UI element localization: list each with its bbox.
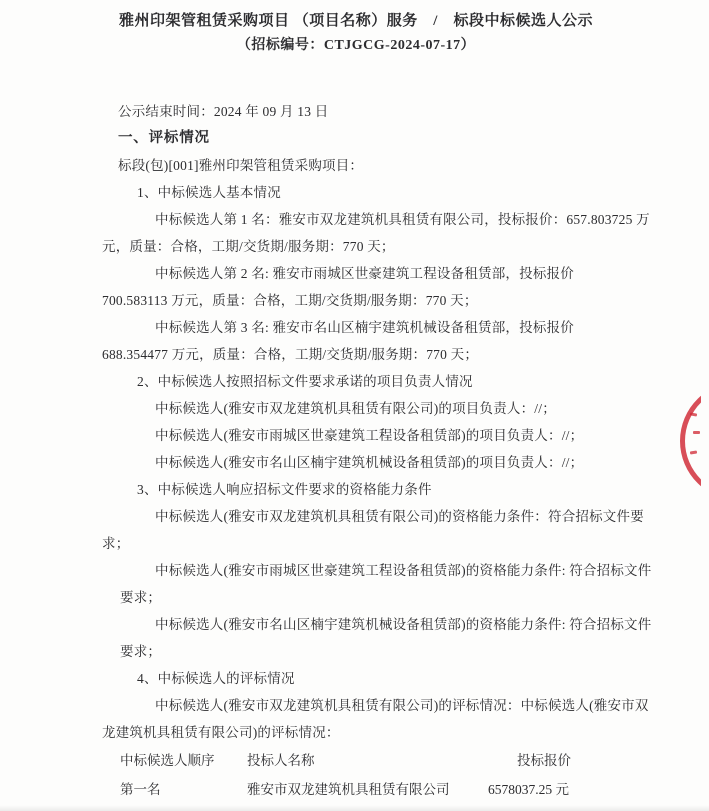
candidate-3-basic-line1: 中标候选人第 3 名: 雅安市名山区楠宇建筑机械设备租赁部，投标报价 <box>155 320 574 335</box>
lot-package-line: 标段(包)[001]雅州印架管租赁采购项目： <box>118 158 364 173</box>
candidate-3-manager-line: 中标候选人(雅安市名山区楠宇建筑机械设备租赁部)的项目负责人：//； <box>155 455 584 470</box>
publicity-end-time: 公示结束时间：2024 年 09 月 13 日 <box>118 104 329 119</box>
candidate-1-manager-line: 中标候选人(雅安市双龙建筑机具租赁有限公司)的项目负责人：//； <box>155 401 556 416</box>
item-1-heading: 1、中标候选人基本情况 <box>137 185 281 200</box>
candidate-2-qualification-line2: 要求； <box>120 590 162 605</box>
evaluation-table <box>100 746 612 804</box>
table-row <box>100 775 612 804</box>
header-candidate-order: 中标候选人顺序 <box>120 753 215 768</box>
candidate-1-basic-line1: 中标候选人第 1 名：雅安市双龙建筑机具租赁有限公司，投标报价：657.803725 万 <box>155 212 650 227</box>
candidate-1-qualification-line1: 中标候选人(雅安市双龙建筑机具租赁有限公司)的资格能力条件：符合招标文件要 <box>155 509 644 524</box>
document-body <box>100 98 652 746</box>
candidate-2-basic-line1: 中标候选人第 2 名: 雅安市雨城区世豪建筑工程设备租赁部，投标报价 <box>155 266 574 281</box>
cell-bid-price: 6578037.25 元 <box>488 782 569 797</box>
header-bid-price: 投标报价 <box>517 753 571 768</box>
seal-text-mark-icon <box>693 431 700 434</box>
document-content <box>100 0 652 804</box>
document-title-line2: （招标编号：CTJGCG-2024-07-17） <box>236 38 476 53</box>
evaluation-intro-line2: 龙建筑机具租赁有限公司)的评标情况： <box>102 725 340 740</box>
candidate-1-qualification-line2: 求； <box>102 536 130 551</box>
candidate-3-basic-line2: 688.354477 万元，质量：合格，工期/交货期/服务期：770 天； <box>102 347 479 362</box>
seal-arc-icon <box>680 381 701 501</box>
seal-text-mark-icon <box>690 451 697 455</box>
item-3-heading: 3、中标候选人响应招标文件要求的资格能力条件 <box>137 482 432 497</box>
candidate-3-qualification-line1: 中标候选人(雅安市名山区楠宇建筑机械设备租赁部)的资格能力条件: 符合招标文件 <box>155 617 652 632</box>
candidate-2-manager-line: 中标候选人(雅安市雨城区世豪建筑工程设备租赁部)的项目负责人：//； <box>155 428 584 443</box>
cell-candidate-order: 第一名 <box>120 782 161 797</box>
item-4-heading: 4、中标候选人的评标情况 <box>137 671 295 686</box>
candidate-3-qualification-line2: 要求； <box>120 644 162 659</box>
table-header-row <box>100 746 612 775</box>
evaluation-intro-line1: 中标候选人(雅安市双龙建筑机具租赁有限公司)的评标情况：中标候选人(雅安市双 <box>155 698 649 713</box>
section-1-heading: 一、评标情况 <box>118 130 210 146</box>
cell-bidder-name: 雅安市双龙建筑机具租赁有限公司 <box>247 782 450 797</box>
seal-text-mark-icon <box>690 412 697 416</box>
candidate-1-basic-line2: 元，质量：合格，工期/交货期/服务期：770 天； <box>102 239 395 254</box>
item-2-heading: 2、中标候选人按照招标文件要求承诺的项目负责人情况 <box>137 374 473 389</box>
candidate-2-qualification-line1: 中标候选人(雅安市雨城区世豪建筑工程设备租赁部)的资格能力条件: 符合招标文件 <box>155 563 652 578</box>
document-title-line1: 雅州印架管租赁采购项目 （项目名称）服务 / 标段中标候选人公示 <box>119 13 593 29</box>
candidate-2-basic-line2: 700.583113 万元，质量：合格，工期/交货期/服务期：770 天； <box>102 293 478 308</box>
header-bidder-name: 投标人名称 <box>247 753 315 768</box>
